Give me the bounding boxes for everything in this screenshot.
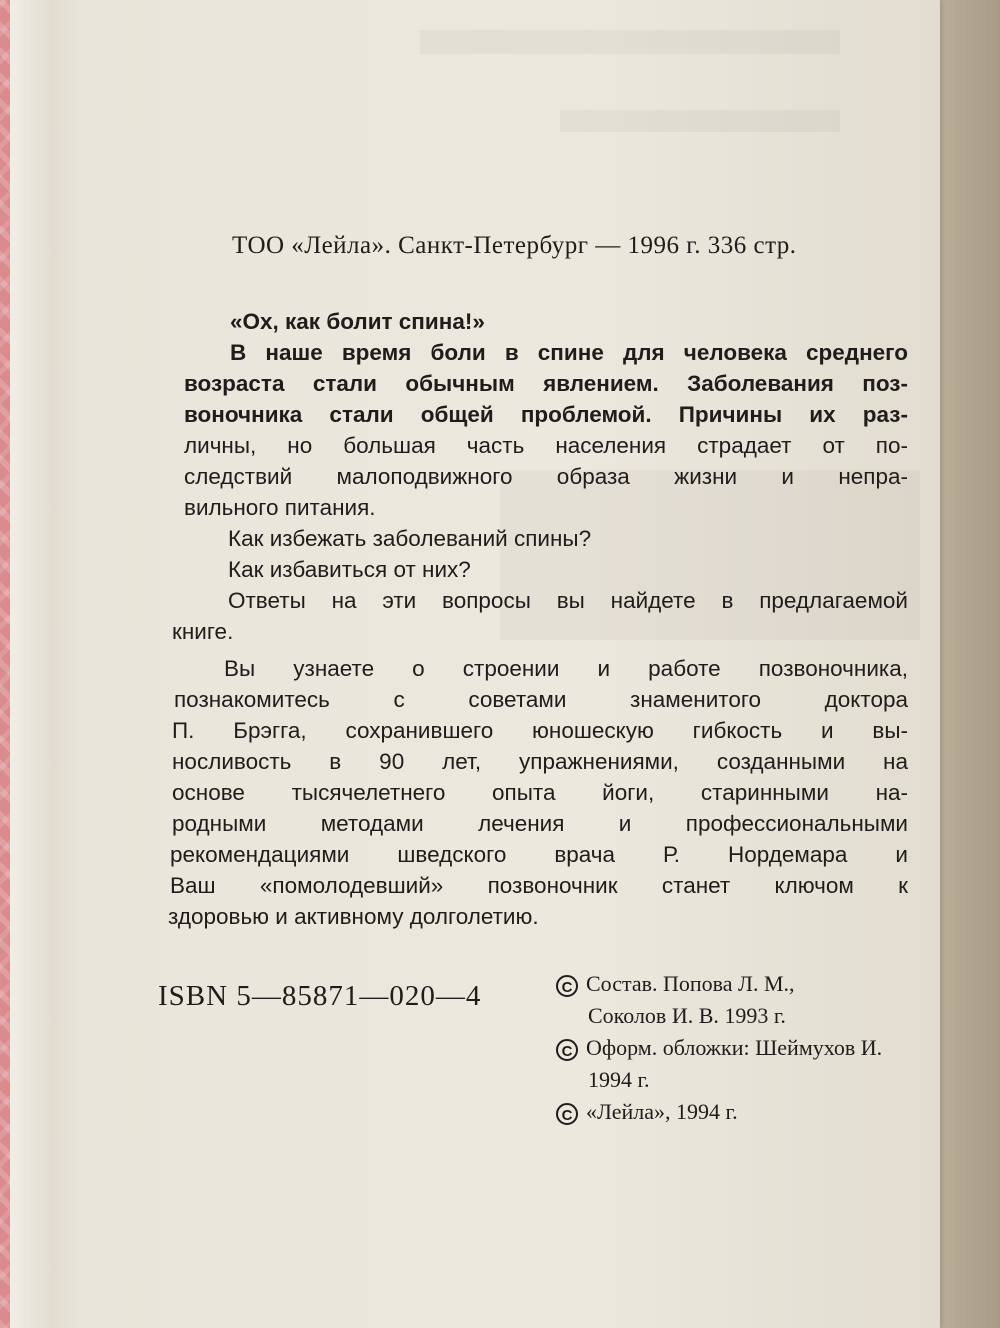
annotation-line: познакомитесь с советами знаменитого доктора	[174, 687, 908, 712]
publisher-line: ТОО «Лейла». Санкт-Петербург — 1996 г. 336 стр.	[232, 232, 797, 259]
annotation-line: Ответы на эти вопросы вы найдете в предлагаемой	[228, 588, 908, 613]
annotation-line: основе тысячелетнего опыта йоги, старинными на-	[172, 780, 908, 805]
copyright-text: «Лейла», 1994 г.	[586, 1099, 738, 1124]
annotation-line: воночника стали общей проблемой. Причины их раз-	[184, 402, 908, 427]
annotation-line: родными методами лечения и профессиональными	[172, 811, 908, 836]
copyright-text: Оформ. обложки: Шеймухов И.	[586, 1035, 883, 1060]
copyright-text: Соколов И. В. 1993 г.	[588, 1003, 786, 1028]
annotation-line: вильного питания.	[184, 495, 376, 520]
copyright-line	[556, 1000, 882, 1032]
copyright-line	[556, 1064, 882, 1096]
annotation-line: П. Брэгга, сохранившего юношескую гибкость и вы-	[172, 718, 908, 743]
copyright-line	[556, 1032, 882, 1064]
copyright-icon: C	[556, 1103, 578, 1125]
show-through-block-2	[560, 110, 840, 132]
copyright-text: Состав. Попова Л. М.,	[586, 971, 795, 996]
annotation-line: личны, но большая часть населения страдает от по-	[184, 433, 908, 458]
annotation-line: В наше время боли в спине для человека среднего	[230, 340, 908, 365]
annotation-line: Как избежать заболеваний спины?	[228, 526, 592, 551]
copyright-icon: C	[556, 975, 578, 997]
isbn: ISBN 5—85871—020—4	[158, 980, 482, 1012]
copyright-line	[556, 968, 882, 1000]
show-through-block-1	[420, 30, 840, 54]
annotation	[168, 306, 908, 932]
copyright-icon: C	[556, 1039, 578, 1061]
annotation-line: здоровью и активному долголетию.	[168, 904, 539, 929]
copyright-line	[556, 1096, 882, 1128]
annotation-line: рекомендациями шведского врача Р. Нордемара и	[170, 842, 908, 867]
annotation-line: возраста стали обычным явлением. Заболевания поз-	[184, 371, 908, 396]
annotation-line: следствий малоподвижного образа жизни и непра-	[184, 464, 908, 489]
copyright-block	[556, 968, 882, 1128]
annotation-line: Как избавиться от них?	[228, 557, 471, 582]
annotation-line: носливость в 90 лет, упражнениями, созданными на	[172, 749, 908, 774]
annotation-line: «Ох, как болит спина!»	[230, 309, 485, 334]
annotation-line: книге.	[172, 619, 234, 644]
annotation-line: Вы узнаете о строении и работе позвоночника,	[224, 656, 908, 681]
copyright-text: 1994 г.	[588, 1067, 650, 1092]
annotation-line: Ваш «помолодевший» позвоночник станет ключом к	[170, 873, 908, 898]
page-left-edge	[10, 0, 50, 1328]
